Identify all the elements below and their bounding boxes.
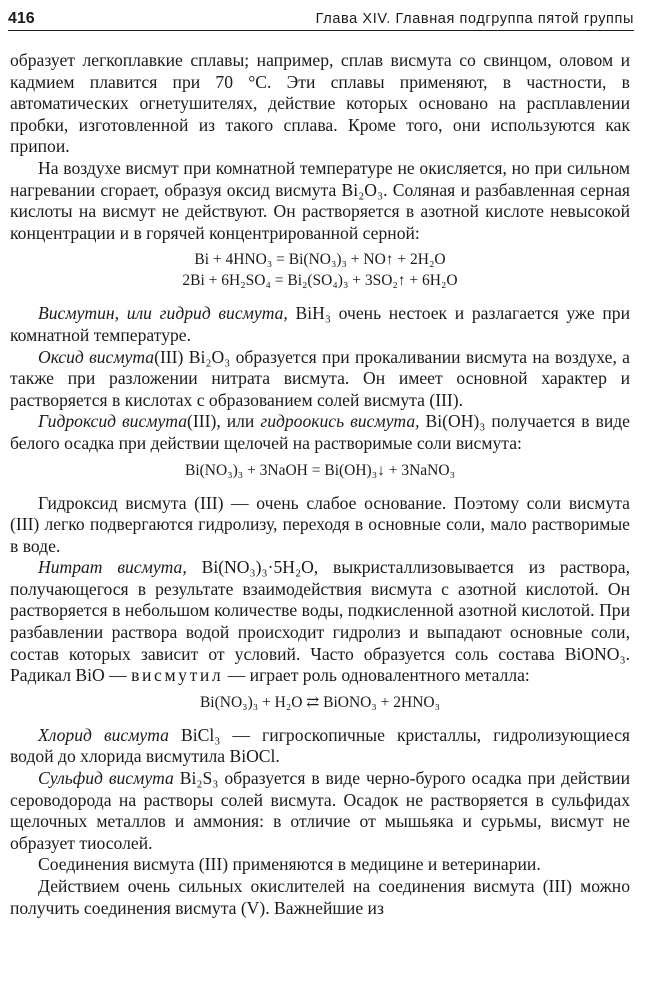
equation-hydroxide: Bi(NO₃)₃ + 3NaOH = Bi(OH)₃↓ + 3NaNO₃ <box>185 461 455 479</box>
paragraph-bismuthine <box>10 303 630 346</box>
text-hydroxide-mid: (III), или <box>187 411 261 432</box>
term-chloride: Хлорид висмута <box>38 724 169 745</box>
paragraph-alloys: образует легкоплавкие сплавы; например, сплав висмута со свинцом, оловом и кадмием плавится при 70 °С. Эти сплавы применяют, в частности, в автоматических огнетушителях, действие которых основано на расплавлении пробки, изготовленной из такого сплава. Кроме того, они используются как припои. <box>10 50 630 157</box>
paragraph-oxide <box>10 347 630 412</box>
text-chloride: BiCl₃ — гигроскопичные кристаллы, гидролизующиеся водой до хлорида висмутила BiOCl. <box>10 724 630 767</box>
text-nitrate-end: — играет роль одновалентного металла: <box>223 665 530 686</box>
text-hydroxide: Bi(OH)₃ получается в виде белого осадка при действии щелочей на растворимые соли висмута: <box>10 411 630 453</box>
equation-sulfuric-acid: 2Bi + 6H₂SO₄ = Bi₂(SO₄)₃ + 3SO₂↑ + 6H₂O <box>182 272 458 290</box>
term-hydroxide-alt: гидроокись висмута, <box>260 411 420 432</box>
paragraph-nitrate <box>10 557 630 687</box>
text-nitrate: Bi(NO₃)₃·5H₂O, выкристаллизовывается из раствора, получающегося в результате взаимодействия висмута с азотной кислотой. Он растворяется в небольшом количестве воды, подкисленной азотной кислотой. При разбавлении раствора водой происходит гидролиз и выпадают основные соли, состав которых зависит от условий. Часто образуется соль состава BiONO₃. Радикал BiO — <box>10 557 630 686</box>
page-number: 416 <box>8 10 35 27</box>
text-oxide: (III) Bi₂O₃ образуется при прокаливании висмута на воздухе, а также при разложении нитрата висмута. Он имеет основной характер и растворяется в кислотах с образованием солей висмута (III). <box>10 346 630 410</box>
text-sulfide: Bi₂S₃ образуется в виде черно-бурого осадка при действии сероводорода на растворы солей висмута. Осадок не растворяется в сульфидах щелочных металлов и аммония: в отличие от мышьяка и сурьмы, висмут не образует тиосолей. <box>10 768 630 853</box>
term-sulfide: Сульфид висмута <box>38 768 174 789</box>
paragraph-hydroxide <box>10 411 630 454</box>
term-bismuthine: Висмутин, или гидрид висмута, <box>38 303 288 324</box>
chapter-title: Глава XIV. Главная подгруппа пятой группы <box>315 11 634 27</box>
page-body <box>10 50 630 919</box>
running-header <box>8 8 634 31</box>
paragraph-air-oxidation: На воздухе висмут при комнатной температуре не окисляется, но при сильном нагревании сгорает, образуя оксид висмута Bi₂O₃. Соляная и разбавленная серная кислоты на висмут не действуют. Он растворяется в азотной кислоте невысокой концентрации и в горячей концентрированной серной: <box>10 157 630 243</box>
term-hydroxide: Гидроксид висмута <box>38 411 188 432</box>
equation-nitrate-hydrolysis: Bi(NO₃)₃ + H₂O ⇄ BiONO₃ + 2HNO₃ <box>199 693 441 711</box>
term-nitrate: Нитрат висмута, <box>38 557 187 578</box>
term-oxide: Оксид висмута <box>38 346 155 367</box>
paragraph-sulfide <box>10 768 630 854</box>
paragraph-chloride <box>10 725 630 768</box>
paragraph-bismuth-v: Действием очень сильных окислителей на соединения висмута (III) можно получить соединения висмута (V). Важнейшие из <box>10 876 630 918</box>
text-bismuthine: BiH₃ очень нестоек и разлагается уже при комнатной температуре. <box>10 303 630 345</box>
paragraph-hydrolysis: Гидроксид висмута (III) — очень слабое основание. Поэтому соли висмута (III) легко подвергаются гидролизу, переходя в основные соли, мало растворимые в воде. <box>10 492 630 556</box>
term-bismuthyl: висмутил <box>131 665 224 686</box>
equation-nitric-acid: Bi + 4HNO₃ = Bi(NO₃)₃ + NO↑ + 2H₂O <box>194 251 446 269</box>
paragraph-applications: Соединения висмута (III) применяются в медицине и ветеринарии. <box>38 854 541 875</box>
